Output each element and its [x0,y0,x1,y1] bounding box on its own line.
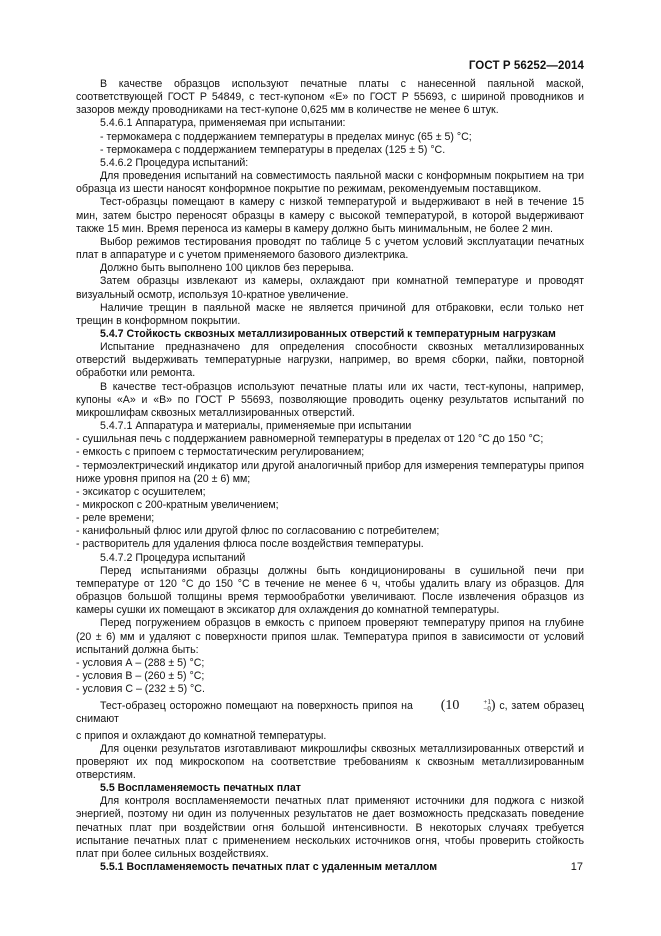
paragraph: Тест-образцы помещают в камеру с низкой температурой и выдерживают в ней в течение 15 мин, затем быстро переносят образцы в камеру с высокой температурой, в которой выдерживают также 15 мин. Время переноса из камеры в камеру должно быть минимальным, не более 2 мин. [76,196,584,235]
clause-heading: 5.4.7.2 Процедура испытаний [100,551,246,564]
formula-base: 10 [445,698,460,714]
list-item: - термокамера с поддержанием температуры в пределах минус (65 ± 5) °С; [100,130,472,143]
page-number: 17 [570,861,583,873]
list-item: - сушильная печь с поддержанием равномерной температуры в пределах от 120 °С до 150 °С; [76,433,544,446]
formula-upper: +1 [483,698,491,707]
paragraph-with-formula [76,699,584,726]
clause-heading: 5.4.6.1 Аппаратура, применяемая при испытании: [100,117,346,130]
list-item: - емкость с припоем с термостатическим регулированием; [76,446,365,459]
list-item: - термоэлектрический индикатор или другой аналогичный прибор для измерения температуры припоя ниже уровня припоя на (20 ± 6) мм; [76,459,584,485]
paragraph: Для оценки результатов изготавливают микрошлифы сквозных металлизированных отверстий и проверяют их под микроскопом на соответствие требованиям к сквозным металлизированным отверстиям. [76,742,584,781]
list-item: - канифольный флюс или другой флюс по согласованию с потребителем; [76,525,440,538]
list-item: - условия В – (260 ± 5) °С; [76,670,205,683]
list-item: - микроскоп с 200-кратным увеличением; [76,499,279,511]
formula-lower: −0 [483,705,491,714]
section-heading: 5.5.1 Воспламеняемость печатных плат с удаленным металлом [100,861,438,874]
section-heading: 5.5 Воспламеняемость печатных плат [100,782,301,795]
list-item: - эксикатор с осушителем; [76,485,206,498]
paragraph: Затем образцы извлекают из камеры, охлаждают при комнатной температуре и проводят визуальный осмотр, используя 10-кратное увеличение. [76,275,584,301]
standard-header: ГОСТ Р 56252—2014 [468,60,584,72]
clause-heading: 5.4.7.1 Аппаратура и материалы, применяемые при испытании [100,420,412,433]
list-item: - условия С – (232 ± 5) °С. [76,683,205,696]
paragraph: В качестве образцов используют печатные платы с нанесенной паяльной маской, соответствующей ГОСТ Р 54849, с тест-купоном «E» по ГОСТ Р 55693, с шириной проводников и зазоров между проводниками на тест-купоне 0,625 мм в количестве не менее 6 штук. [76,78,584,117]
formula-lead-text: Тест-образец осторожно помещают на поверхность припоя на [100,700,413,713]
paragraph: В качестве тест-образцов используют печатные платы или их части, тест-купоны, например, купоны «A» и «B» по ГОСТ Р 55693, позволяющие проводить оценку результатов испытаний по микрошлифам сквозных металлизированных отверстий. [76,380,584,419]
paragraph: Должно быть выполнено 100 циклов без перерыва. [100,262,354,275]
list-item: - растворитель для удаления флюса после воздействия температуры. [76,538,424,551]
paragraph: с припоя и охлаждают до комнатной температуры. [76,729,327,742]
document-body [76,78,584,874]
section-heading: 5.4.7 Стойкость сквозных металлизированных отверстий к температурным нагрузкам [100,327,556,340]
list-item: - условия А – (288 ± 5) °С; [76,656,205,669]
clause-heading: 5.4.6.2 Процедура испытаний: [100,156,249,169]
paragraph: Наличие трещин в паяльной маске не является причиной для отбраковки, если только нет трещин в конформном покрытии. [76,301,584,327]
list-item: - реле времени; [76,512,155,525]
paragraph: Выбор режимов тестирования проводят по таблице 5 с учетом условий эксплуатации печатных плат в аппаратуре и с учетом применяемого базового диэлектрика. [76,235,584,262]
time-formula: (10 +1 −0 ) [440,698,496,714]
formula-trail-text: с, затем образец снимают [76,700,584,726]
formula-tolerance [459,699,490,713]
paragraph: Перед погружением образцов в емкость с припоем проверяют температуру припоя на глубине (20 ± 6) мм и удаляют с поверхности припоя шлак. Температура припоя в зависимости от условий испытаний должна быть: [76,617,584,656]
paragraph: Для контроля воспламеняемости печатных плат применяют источники для поджога с низкой энергией, поэтому ни один из полученных результатов не дает возможность предсказать поведение печатных плат при воздействии огня большой интенсивности. В некоторых случаях требуется испытание печатных плат с применением нескольких источников огня, чтобы проверить стойкость плат при более сильных воздействиях. [76,795,584,860]
list-item: - термокамера с поддержанием температуры в пределах (125 ± 5) °С. [100,143,446,156]
paragraph: Для проведения испытаний на совместимость паяльной маски с конформным покрытием на три образца из шести наносят конформное покрытие по режимам, рекомендуемым поставщиком. [76,170,584,196]
paragraph: Испытание предназначено для определения способности сквозных металлизированных отверстий выдерживать температурные нагрузки, например, во время сборки, пайки, повторной обработки или ремонта. [76,341,584,380]
paragraph: Перед испытаниями образцы должны быть кондиционированы в сушильной печи при температуре от 120 °С до 150 °С в течение не менее 6 ч, чтобы удалить влагу из образцов. Для образцов большой толщины время термообработки увеличивают. После извлечения образцов из камеры сушки их помещают в эксикатор для охлаждения до комнатной температуры. [76,564,584,617]
